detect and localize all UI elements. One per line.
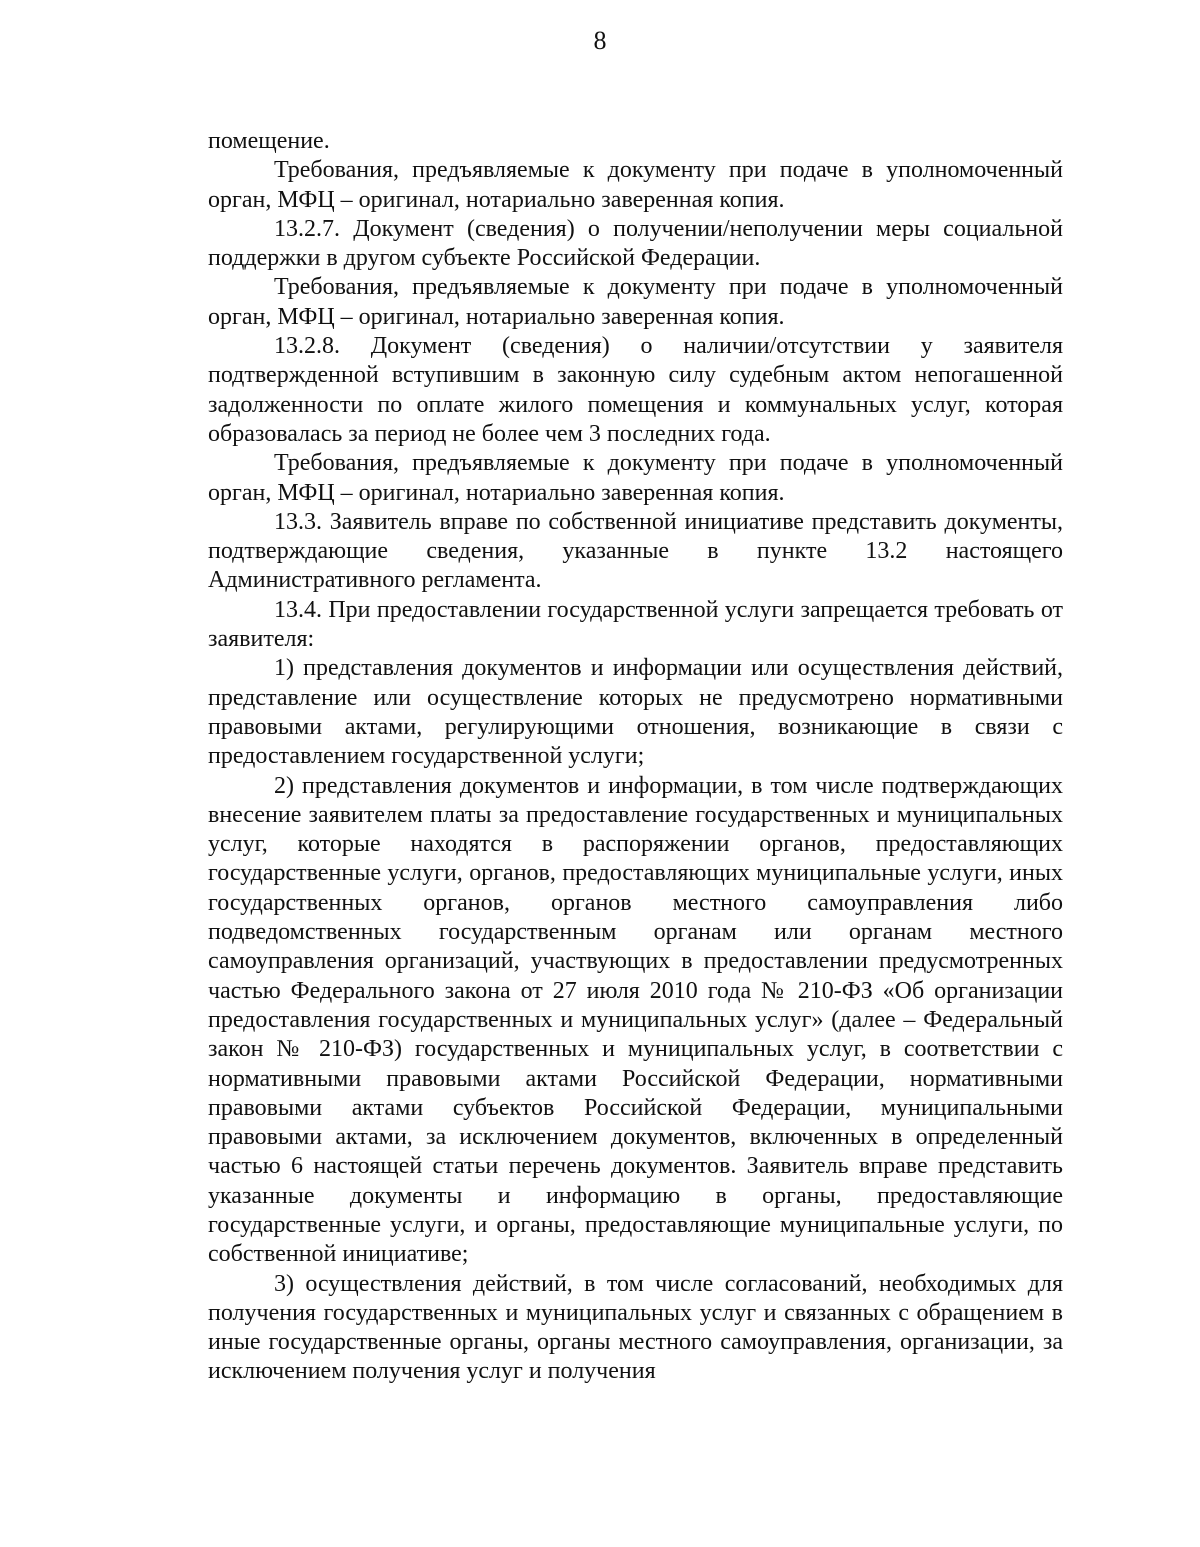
paragraph-requirements-2: Требования, предъявляемые к документу при подаче в уполномоченный орган, МФЦ – оригинал, нотариально заверенная копия. [208,274,1063,330]
paragraph-13-4: 13.4. При предоставлении государственной услуги запрещается требовать от заявителя: [208,596,1063,653]
paragraph-requirements-3: Требования, предъявляемые к документу при подаче в уполномоченный орган, МФЦ – оригинал, нотариально заверенная копия. [208,450,1063,506]
paragraph-requirements-1: Требования, предъявляемые к документу при подаче в уполномоченный орган, МФЦ – оригинал, нотариально заверенная копия. [208,157,1063,213]
paragraph-13-2-8: 13.2.8. Документ (сведения) о наличии/отсутствии у заявителя подтвержденной вступившим в законную силу судебным актом непогашенной задолженности по оплате жилого помещения и коммунальных услуг, которая образовалась за период не более чем 3 последних года. [208,333,1063,447]
paragraph-13-2-7: 13.2.7. Документ (сведения) о получении/неполучении меры социальной поддержки в другом субъекте Российской Федерации. [208,215,1063,272]
paragraph-13-3: 13.3. Заявитель вправе по собственной инициативе представить документы, подтверждающие сведения, указанные в пункте 13.2 настоящего Административного регламента. [208,508,1063,594]
paragraph-continuation: помещение. [208,128,330,154]
document-body [208,127,1063,1387]
list-item-3: 3) осуществления действий, в том числе согласований, необходимых для получения государственных и муниципальных услуг и связанных с обращением в иные государственные органы, органы местного самоуправления, организации, за исключением получения услуг и получения [208,1270,1063,1385]
list-item-1: 1) представления документов и информации или осуществления действий, представление или осуществление которых не предусмотрено нормативными правовыми актами, регулирующими отношения, возникающие в связи с предоставлением государственной услуги; [208,655,1063,770]
list-item-2: 2) представления документов и информации, в том числе подтверждающих внесение заявителем платы за предоставление государственных и муниципальных услуг, которые находятся в распоряжении органов, предоставляющих государственные услуги, органов, предоставляющих муниципальные услуги, иных государственных органов, органов местного самоуправления либо подведомственных государственным органам или органам местного самоуправления организаций, участвующих в предоставлении предусмотренных частью Федерального закона от 27 июля 2010 года № 210-ФЗ «Об организации предоставления государственных и муниципальных услуг» (далее – Федеральный закон № 210-ФЗ) государственных и муниципальных услуг, в соответствии с нормативными правовыми актами Российской Федерации, нормативными правовыми актами субъектов Российской Федерации, муниципальными правовыми актами, за исключением документов, включенных в определенный частью 6 настоящей статьи перечень документов. Заявитель вправе представить указанные документы и информацию в органы, предоставляющие государственные услуги, и органы, предоставляющие муниципальные услуги, по собственной инициативе; [208,772,1063,1268]
page-number: 8 [593,26,607,55]
